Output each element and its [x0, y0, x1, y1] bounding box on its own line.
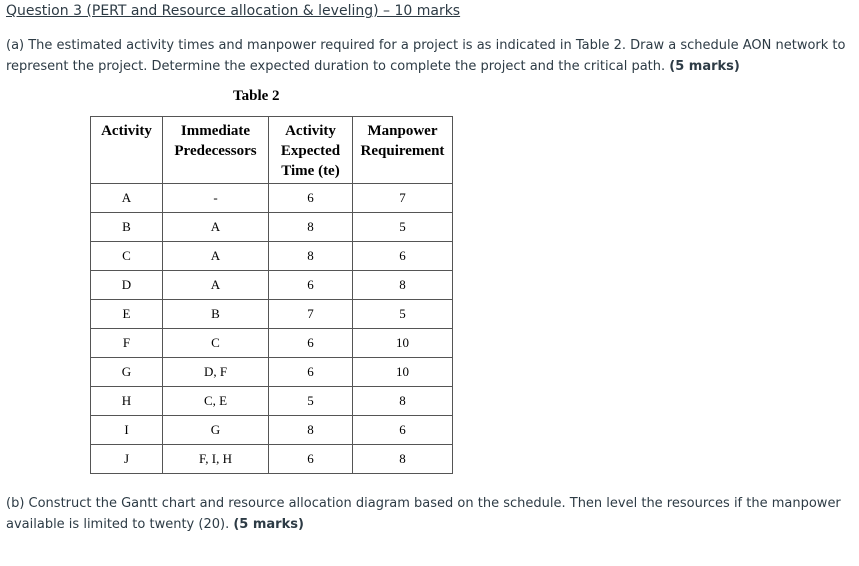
cell-predecessors: G: [163, 416, 269, 445]
table-row: [91, 387, 453, 416]
cell-time: 6: [269, 358, 353, 387]
cell-predecessors: F, I, H: [163, 445, 269, 474]
part-a-marks: (5 marks): [669, 59, 740, 74]
cell-predecessors: A: [163, 242, 269, 271]
activity-table: [90, 116, 453, 474]
table-caption: Table 2: [233, 88, 280, 104]
table-row: [91, 300, 453, 329]
cell-activity: C: [91, 242, 163, 271]
cell-manpower: 7: [353, 184, 453, 213]
cell-time: 6: [269, 445, 353, 474]
cell-activity: D: [91, 271, 163, 300]
cell-manpower: 5: [353, 300, 453, 329]
table-row: [91, 445, 453, 474]
cell-manpower: 5: [353, 213, 453, 242]
part-b-text: (b) Construct the Gantt chart and resource allocation diagram based on the schedule. Then level the resources if the manpower available is limited to twenty (20).: [6, 496, 841, 532]
cell-activity: F: [91, 329, 163, 358]
cell-manpower: 6: [353, 242, 453, 271]
cell-time: 8: [269, 416, 353, 445]
header-manpower: Manpower Requirement: [353, 117, 453, 184]
cell-activity: A: [91, 184, 163, 213]
cell-predecessors: A: [163, 213, 269, 242]
header-predecessors: Immediate Predecessors: [163, 117, 269, 184]
table-row: [91, 358, 453, 387]
cell-manpower: 10: [353, 358, 453, 387]
cell-manpower: 8: [353, 271, 453, 300]
cell-time: 8: [269, 242, 353, 271]
part-a-paragraph: [6, 35, 846, 77]
table-header-row: [91, 117, 453, 184]
cell-activity: E: [91, 300, 163, 329]
cell-activity: H: [91, 387, 163, 416]
cell-activity: G: [91, 358, 163, 387]
cell-predecessors: -: [163, 184, 269, 213]
cell-manpower: 8: [353, 387, 453, 416]
part-b-paragraph: [6, 493, 846, 535]
header-expected-time: Activity Expected Time (te): [269, 117, 353, 184]
question-heading: Question 3 (PERT and Resource allocation & leveling) – 10 marks: [6, 3, 461, 19]
part-b-marks: (5 marks): [233, 517, 304, 532]
table-row: [91, 416, 453, 445]
cell-activity: J: [91, 445, 163, 474]
cell-time: 8: [269, 213, 353, 242]
cell-predecessors: A: [163, 271, 269, 300]
cell-time: 5: [269, 387, 353, 416]
table-row: [91, 242, 453, 271]
cell-activity: I: [91, 416, 163, 445]
cell-time: 6: [269, 271, 353, 300]
cell-time: 7: [269, 300, 353, 329]
table-row: [91, 271, 453, 300]
cell-activity: B: [91, 213, 163, 242]
cell-manpower: 8: [353, 445, 453, 474]
table-row: [91, 213, 453, 242]
table-row: [91, 184, 453, 213]
table-row: [91, 329, 453, 358]
part-a-text: (a) The estimated activity times and manpower required for a project is as indicated in Table 2. Draw a schedule AON network to represent the project. Determine the expected duration to complete the project and the critical path.: [6, 38, 846, 74]
cell-predecessors: B: [163, 300, 269, 329]
cell-predecessors: C, E: [163, 387, 269, 416]
cell-manpower: 10: [353, 329, 453, 358]
cell-manpower: 6: [353, 416, 453, 445]
header-activity: Activity: [91, 117, 163, 184]
cell-predecessors: C: [163, 329, 269, 358]
cell-time: 6: [269, 184, 353, 213]
cell-time: 6: [269, 329, 353, 358]
cell-predecessors: D, F: [163, 358, 269, 387]
